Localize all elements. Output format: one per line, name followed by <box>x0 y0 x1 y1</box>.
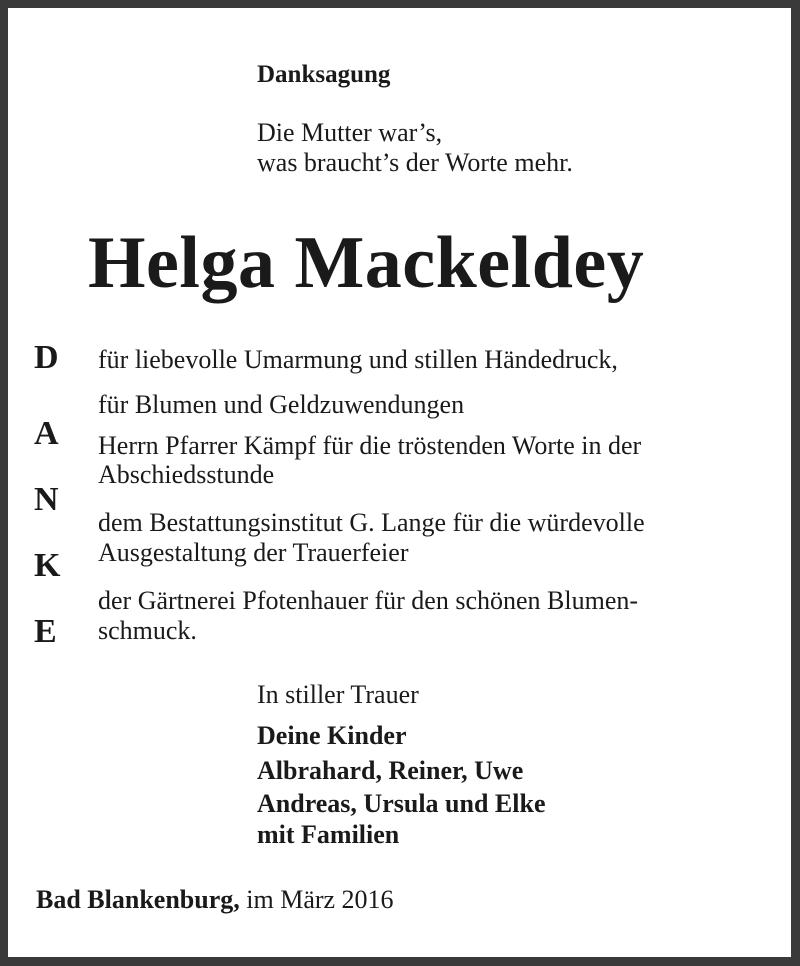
thanks-line: dem Bestattungsinstitut G. Lange für die würdevolle <box>98 508 645 537</box>
danke-letter-e: E <box>34 613 57 650</box>
thanks-line: Herrn Pfarrer Kämpf für die tröstenden Worte in der <box>98 431 642 460</box>
thanks-line: schmuck. <box>98 616 197 645</box>
signature-line: mit Familien <box>257 820 400 849</box>
motto-line-2: was braucht’s der Worte mehr. <box>257 148 573 177</box>
danke-letter-a: A <box>34 415 59 452</box>
obituary-sheet <box>8 8 791 957</box>
thanks-line: der Gärtnerei Pfotenhauer für den schönen Blumen- <box>98 586 639 615</box>
footer-place: Bad Blankenburg, <box>36 885 240 914</box>
signature-line: Deine Kinder <box>257 721 407 750</box>
danke-letter-n: N <box>34 481 59 518</box>
heading: Danksagung <box>257 61 391 88</box>
danke-letter-k: K <box>34 547 61 584</box>
deceased-name: Helga Mackeldey <box>88 222 645 304</box>
signature-line: Albrahard, Reiner, Uwe <box>257 756 524 785</box>
signature-line: Andreas, Ursula und Elke <box>257 789 546 818</box>
thanks-line: Abschiedsstunde <box>98 460 275 489</box>
thanks-line: für liebevolle Umarmung und stillen Händedruck, <box>98 345 618 374</box>
thanks-line: Ausgestaltung der Trauerfeier <box>98 538 409 567</box>
motto-line-1: Die Mutter war’s, <box>257 118 443 147</box>
thanks-line: für Blumen und Geldzuwendungen <box>98 390 465 419</box>
danke-letter-d: D <box>34 339 59 376</box>
footer-place-date <box>36 885 394 915</box>
footer-date: im März 2016 <box>239 885 394 914</box>
mourning-intro: In stiller Trauer <box>257 680 419 709</box>
